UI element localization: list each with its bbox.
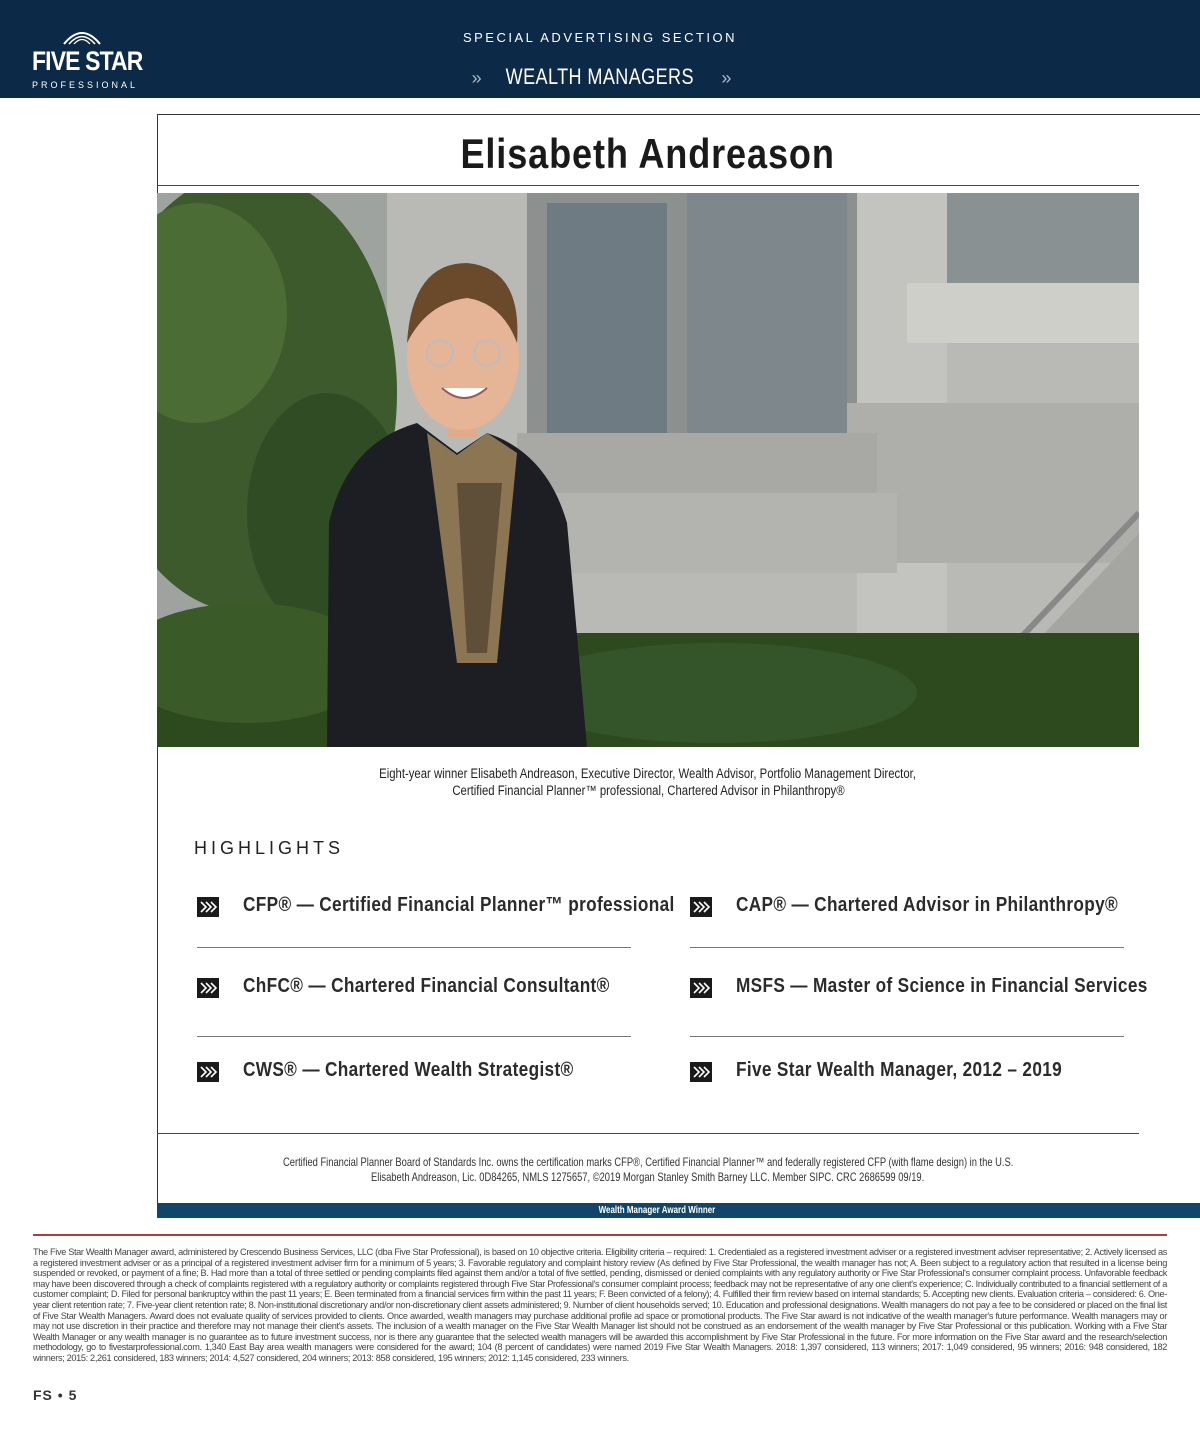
certification-note — [157, 1155, 1139, 1185]
note-line: Certified Financial Planner Board of Standards Inc. owns the certification marks CFP®, Certified Financial Planner™ and federally registered CFP (with flame design) in the U.S. — [282, 1155, 1014, 1169]
logo-subtitle: PROFESSIONAL — [32, 80, 139, 90]
section-title — [0, 64, 1200, 90]
highlight-text: CAP® — Chartered Advisor in Philanthropy® — [736, 893, 1119, 916]
section-label: SPECIAL ADVERTISING SECTION — [462, 30, 738, 45]
profile-photo — [157, 193, 1139, 747]
portrait-illustration — [157, 193, 1139, 747]
divider — [157, 1133, 1139, 1134]
highlight-text: MSFS — Master of Science in Financial Services — [736, 974, 1148, 997]
highlight-text: Five Star Wealth Manager, 2012 – 2019 — [736, 1058, 1063, 1081]
logo-wordmark: FIVE STAR — [32, 46, 143, 76]
highlight-item — [197, 974, 632, 1004]
chevrons-right-icon — [197, 897, 219, 917]
divider — [690, 1036, 1124, 1037]
chevrons-right-icon — [197, 1062, 219, 1082]
highlights-heading: HIGHLIGHTS — [194, 838, 345, 858]
chevron-right-icon: » — [721, 68, 729, 88]
highlight-text: CFP® — Certified Financial Planner™ professional — [243, 893, 675, 916]
photo-caption — [157, 765, 1139, 799]
chevron-right-icon: » — [471, 68, 479, 88]
profile-name: Elisabeth Andreason — [460, 130, 836, 177]
frame-border-top — [157, 114, 1200, 115]
section-title-text: WEALTH MANAGERS — [505, 64, 695, 89]
chevrons-right-icon — [197, 978, 219, 998]
disclaimer-text: The Five Star Wealth Manager award, administered by Crescendo Business Services, LLC (dba Five Star Professional), is based on 10 objective criteria. Eligibility criteria – required: 1. Credentialed as a registered investment adviser or a registered investment adviser representative; 2. Actively licensed as a registered investment adviser or as a principal of a registered investment adviser firm for a minimum of 5 years; 3. Favorable regulatory and complaint history review (As defined by Five Star Professional, the wealth manager has not; A. Been subject to a regulatory action that resulted in a license being suspended or revoked, or payment of a fine; B. Had more than a total of three settled or pending complaints filed against them and/or a total of five settled, pending, dismissed or denied complaints with any regulatory authority or Five Star Professional's consumer complaint process. Unfavorable feedback may have been discovered through a check of complaints registered with a regulatory authority or complaints registered through Five Star Professional's consumer complaint process; feedback may not be representative of any one client's experience; C. Individually contributed to a financial settlement of a customer complaint; D. Filed for personal bankruptcy within the past 11 years; E. Been terminated from a financial services firm within the past 11 years; F. Been convicted of a felony); 4. Fulfilled their firm review based on internal standards; 5. Accepting new clients. Evaluation criteria – considered: 6. One-year client retention rate; 7. Five-year client retention rate; 8. Non-institutional discretionary and/or non-discretionary client assets administered; 9. Number of client households served; 10. Education and professional designations. Wealth managers do not pay a fee to be considered or placed on the final list of Five Star Wealth Managers. Award does not evaluate quality of services provided to clients. Once awarded, wealth managers may purchase additional profile ad space or promotional products. The Five Star award is not indicative of the wealth manager's future performance. Wealth managers may or may not use discretion in their practice and therefore may not manage their client's assets. The inclusion of a wealth manager on the Five Star Wealth Manager list should not be construed as an endorsement of the wealth manager by Five Star Professional or this publication. Working with a Five Star Wealth Manager or any wealth manager is no guarantee as to future investment success, nor is there any guarantee that the selected wealth managers will be awarded this accomplishment by Five Star Professional in the future. For more information on the Five Star award and the research/selection methodology, go to fivestarprofessional.com. 1,340 East Bay area wealth managers were considered for the award; 104 (8 percent of candidates) were named 2019 Five Star Wealth Managers. 2018: 1,397 considered, 113 winners; 2017: 1,049 considered, 95 winners; 2016: 948 considered, 182 winners; 2015: 2,261 considered, 183 winners; 2014: 4,527 considered, 204 winners; 2013: 858 considered, 195 winners; 2012: 1,145 considered, 233 winners. — [33, 1247, 1167, 1363]
divider — [197, 1036, 631, 1037]
highlight-item — [690, 893, 1125, 923]
divider — [157, 185, 1139, 186]
note-line: Elisabeth Andreason, Lic. 0D84265, NMLS 1275657, ©2019 Morgan Stanley Smith Barney LLC. Member SIPC. CRC 2686599 09/19. — [371, 1170, 925, 1184]
highlight-text: CWS® — Chartered Wealth Strategist® — [243, 1058, 574, 1081]
award-band-label: Wealth Manager Award Winner — [598, 1205, 716, 1216]
divider — [33, 1234, 1167, 1236]
page-number: FS • 5 — [33, 1387, 78, 1403]
divider — [690, 947, 1124, 948]
highlight-item — [690, 1058, 1125, 1088]
highlight-item — [197, 1058, 632, 1088]
highlight-item — [197, 893, 675, 923]
chevrons-right-icon — [690, 978, 712, 998]
chevrons-right-icon — [690, 1062, 712, 1082]
highlight-item — [690, 974, 1148, 1004]
caption-line: Eight-year winner Elisabeth Andreason, Executive Director, Wealth Advisor, Portfolio Management Director, — [379, 766, 917, 781]
caption-line: Certified Financial Planner™ professional, Chartered Advisor in Philanthropy® — [451, 783, 845, 798]
divider — [197, 947, 631, 948]
highlight-text: ChFC® — Chartered Financial Consultant® — [243, 974, 610, 997]
chevrons-right-icon — [690, 897, 712, 917]
